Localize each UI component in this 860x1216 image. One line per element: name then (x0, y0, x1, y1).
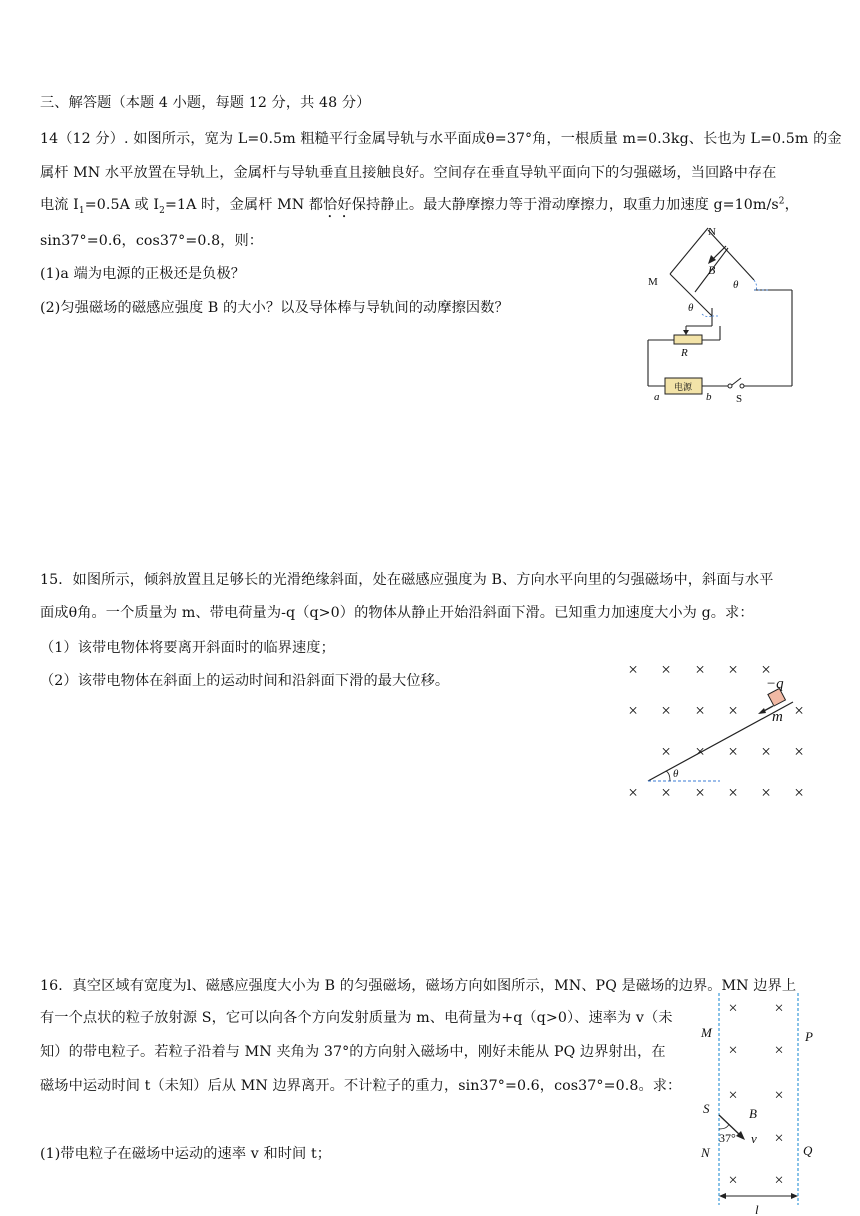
field-cross-mark: × (728, 783, 738, 802)
label-b: B (708, 263, 716, 277)
q14-line-3-d: 保持静止。最大静摩擦力等于滑动摩擦力，取重力加速度 g=10m/s (351, 197, 779, 213)
q16-line-1: 16．真空区域有宽度为l、磁感应强度大小为 B 的匀强磁场，磁场方向如图所示，MN、PQ 是磁场的边界。MN 边界上 (40, 978, 797, 994)
magnetic-field-crosses (728, 1000, 783, 1189)
field-cross-mark: × (728, 742, 738, 761)
label-power: 电源 (674, 382, 693, 392)
q14-line-1: 14（12 分）. 如图所示，宽为 L=0.5m 粗糙平行金属导轨与水平面成θ=37°角，一根质量 m=0.3kg、长也为 L=0.5m 的金 (40, 131, 842, 147)
q14-emphasis: 恰好 (323, 197, 352, 213)
label-mass: m (772, 709, 783, 725)
q14-line-3-b: =0.5A 或 I (84, 197, 160, 213)
field-cross-mark: × (728, 1087, 738, 1104)
field-cross-mark: × (628, 783, 638, 802)
field-cross-mark: × (728, 1042, 738, 1059)
q15-part-1: （1）该带电物体将要离开斜面时的临界速度； (40, 640, 335, 656)
label-m: M (701, 1025, 712, 1040)
field-cross-mark: × (794, 701, 804, 720)
q14-part-1: (1)a 端为电源的正极还是负极？ (40, 266, 246, 282)
label-theta-right: θ (733, 279, 739, 291)
q15-line-2: 面成θ角。一个质量为 m、带电荷量为-q（q>0）的物体从静止开始沿斜面下滑。已知重力加速度大小为 g。求： (40, 605, 754, 621)
q14-line-3 (40, 194, 799, 221)
field-cross-mark: × (774, 1000, 784, 1017)
label-charge: −q (766, 676, 784, 692)
q14-line-3-c: =1A 时，金属杆 MN 都 (164, 197, 324, 213)
field-cross-mark: × (695, 742, 705, 761)
q15-part-2: （2）该带电物体在斜面上的运动时间和沿斜面下滑的最大位移。 (40, 673, 450, 689)
label-a: a (654, 391, 660, 403)
q14-line-2: 属杆 MN 水平放置在导轨上，金属杆与导轨垂直且接触良好。空间存在垂直导轨平面向下的匀强磁场，当回路中存在 (40, 165, 777, 181)
field-cross-mark: × (761, 783, 771, 802)
field-cross-mark: × (794, 742, 804, 761)
field-cross-mark: × (728, 701, 738, 720)
field-cross-mark: × (661, 742, 671, 761)
field-cross-mark: × (628, 660, 638, 679)
field-cross-mark: × (628, 701, 638, 720)
field-cross-mark: × (728, 1172, 738, 1189)
label-r: R (681, 347, 688, 359)
q14-line-3-e: ， (784, 197, 799, 213)
field-cross-mark: × (728, 1000, 738, 1017)
q16-field-figure (695, 993, 825, 1216)
q14-line-3-sub1: 1 (78, 205, 85, 216)
field-cross-mark: × (761, 742, 771, 761)
label-theta-left: θ (688, 302, 694, 314)
field-cross-mark: × (695, 701, 705, 720)
field-cross-mark: × (661, 701, 671, 720)
field-cross-mark: × (774, 1130, 784, 1147)
field-cross-mark: × (774, 1087, 784, 1104)
field-cross-mark: × (774, 1172, 784, 1189)
field-cross-mark: × (761, 660, 771, 679)
label-v: v (751, 1131, 757, 1146)
field-cross-mark: × (661, 783, 671, 802)
label-b: B (749, 1106, 757, 1121)
label-b-terminal: b (706, 391, 712, 403)
q15-line-1: 15．如图所示，倾斜放置且足够长的光滑绝缘斜面，处在磁感应强度为 B、方向水平向里的匀强磁场中，斜面与水平 (40, 572, 774, 588)
field-cross-mark: × (728, 660, 738, 679)
label-l: l (755, 1202, 759, 1216)
label-s: S (736, 393, 743, 404)
label-n: N (708, 226, 716, 238)
q14-line-3-sub2: 2 (159, 205, 165, 216)
field-cross-mark: × (695, 660, 705, 679)
label-s: S (703, 1101, 710, 1116)
q16-line-4: 磁场中运动时间 t（未知）后从 MN 边界离开。不计粒子的重力，sin37°=0.6，cos37°=0.8。求： (40, 1078, 682, 1094)
label-m: M (648, 276, 658, 288)
q16-part-1: (1)带电粒子在磁场中运动的速率 v 和时间 t； (40, 1146, 332, 1162)
q15-incline-figure (618, 655, 818, 805)
q16-line-2: 有一个点状的粒子放射源 S，它可以向各个方向发射质量为 m、电荷量为+q（q>0）、速率为 v（未 (40, 1010, 673, 1026)
label-angle: 37° (719, 1131, 736, 1145)
q14-part-2: (2)匀强磁场的磁感应强度 B 的大小？以及导体棒与导轨间的动摩擦因数？ (40, 300, 509, 316)
label-theta: θ (673, 768, 679, 780)
field-cross-mark: × (794, 783, 804, 802)
label-n: N (701, 1145, 710, 1160)
field-cross-mark: × (661, 660, 671, 679)
q16-line-3: 知）的带电粒子。若粒子沿着与 MN 夹角为 37°的方向射入磁场中，刚好未能从 PQ 边界射出，在 (40, 1044, 666, 1060)
resistor-r (674, 335, 702, 344)
q14-line-3-a: 电流 I (40, 197, 79, 213)
field-cross-mark: × (695, 783, 705, 802)
rail-left-upper (670, 228, 708, 274)
label-q: Q (803, 1143, 813, 1158)
q14-line-3-sup: 2 (778, 196, 785, 207)
field-cross-mark: × (774, 1042, 784, 1059)
q14-line-4: sin37°=0.6，cos37°=0.8，则： (40, 233, 264, 249)
section-header: 三、解答题（本题 4 小题，每题 12 分，共 48 分） (40, 95, 371, 111)
q14-circuit-figure (640, 222, 805, 404)
label-p: P (805, 1029, 813, 1044)
switch-s (732, 378, 741, 385)
